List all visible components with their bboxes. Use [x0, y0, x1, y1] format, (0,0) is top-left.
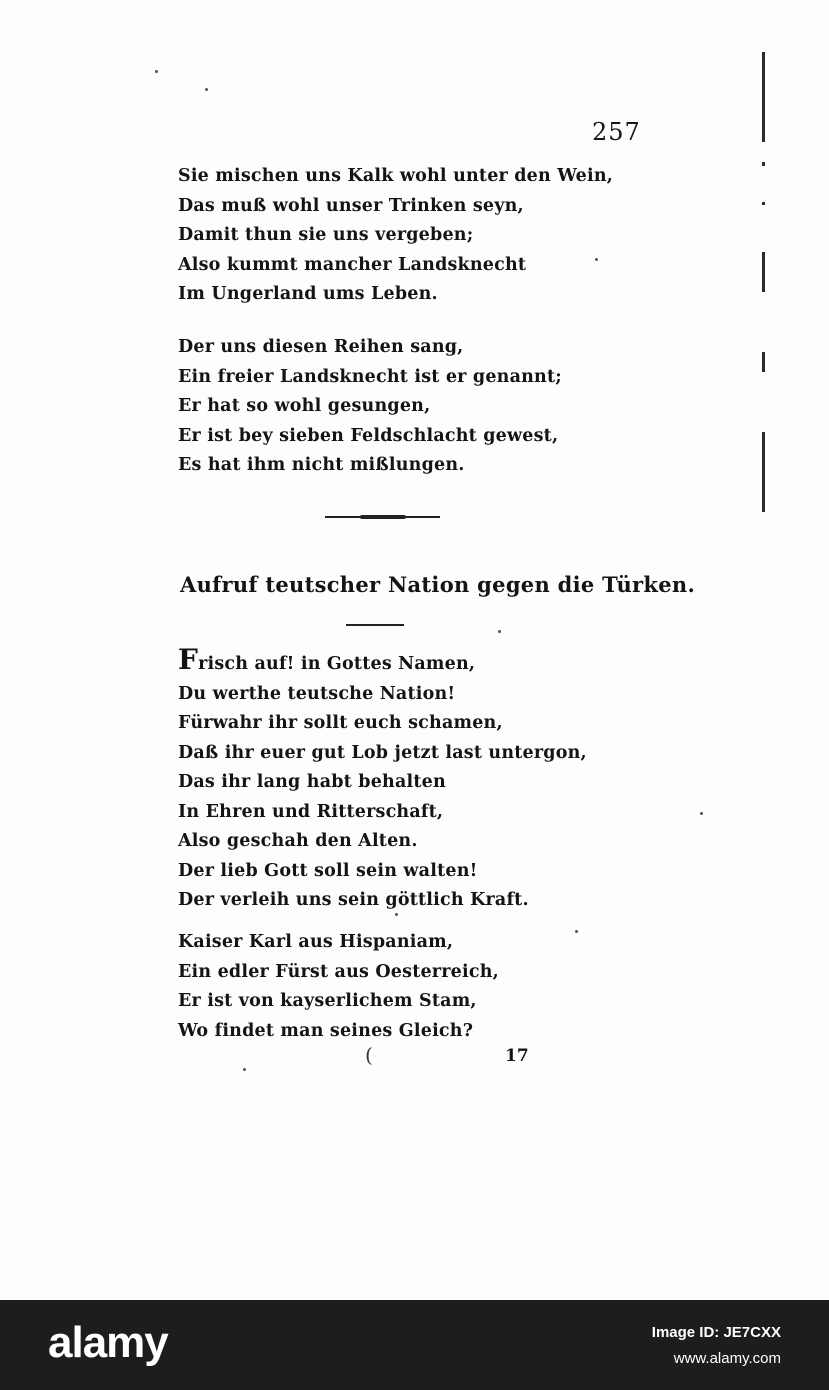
stanza-3: [178, 645, 587, 916]
verse-line: Er ist von kayserlichem Stam,: [178, 991, 477, 1011]
paper-speck: [575, 930, 578, 933]
verse-line: Also kummt mancher Landsknecht: [178, 254, 527, 275]
paper-speck: [205, 88, 208, 91]
watermark-url: www.alamy.com: [673, 1350, 781, 1367]
page-number: 257: [592, 118, 641, 146]
verse-line: Der lieb Gott soll sein walten!: [178, 860, 478, 881]
watermark-logo: alamy: [48, 1318, 168, 1367]
verse-line-first: [178, 645, 587, 680]
ornamental-divider: [325, 514, 440, 520]
verse-line: Der uns diesen Reihen sang,: [178, 337, 464, 357]
section-title: Aufruf teutscher Nation gegen die Türken.: [180, 572, 696, 597]
page-edge-shadow: [760, 52, 767, 512]
verse-line: Er hat so wohl gesungen,: [178, 396, 431, 416]
verse-line: Im Ungerland ums Leben.: [178, 284, 438, 304]
signature-mark: 17: [505, 1046, 529, 1066]
verse-line: Also geschah den Alten.: [178, 831, 418, 851]
verse-line: Sie mischen uns Kalk wohl unter den Wein,: [178, 166, 614, 186]
verse-line: Der verleih uns sein göttlich Kraft.: [178, 890, 529, 910]
verse-line: Das muß wohl unser Trinken seyn,: [178, 195, 524, 216]
verse-line: Fürwahr ihr sollt euch schamen,: [178, 713, 503, 733]
verse-line: Das ihr lang habt behalten: [178, 772, 446, 792]
verse-line: In Ehren und Ritterschaft,: [178, 801, 444, 822]
first-line-rest: risch auf! in Gottes Namen,: [198, 654, 476, 674]
verse-line: Es hat ihm nicht mißlungen.: [178, 455, 465, 475]
paper-speck: [498, 630, 501, 633]
paper-speck: [155, 70, 158, 73]
verse-line: Ein edler Fürst aus Oesterreich,: [178, 961, 499, 982]
verse-line: Damit thun sie uns vergeben;: [178, 225, 474, 245]
stanza-4: [178, 928, 499, 1046]
stray-paren: (: [365, 1043, 373, 1067]
drop-initial: F: [178, 643, 199, 676]
verse-line: Wo findet man seines Gleich?: [178, 1020, 474, 1041]
paper-speck: [700, 812, 703, 815]
verse-line: Daß ihr euer gut Lob jetzt last untergon,: [178, 742, 587, 763]
verse-line: Ein freier Landsknecht ist er genannt;: [178, 366, 562, 387]
stanza-1: [178, 162, 613, 310]
verse-line: Du werthe teutsche Nation!: [178, 683, 456, 704]
watermark-footer: [0, 1300, 829, 1390]
watermark-image-id: Image ID: JE7CXX: [651, 1324, 781, 1341]
paper-speck: [243, 1068, 246, 1071]
title-rule: [346, 624, 404, 626]
stanza-2: [178, 333, 562, 481]
verse-line: Er ist bey sieben Feldschlacht gewest,: [178, 425, 559, 446]
verse-line: Kaiser Karl aus Hispaniam,: [178, 932, 454, 952]
